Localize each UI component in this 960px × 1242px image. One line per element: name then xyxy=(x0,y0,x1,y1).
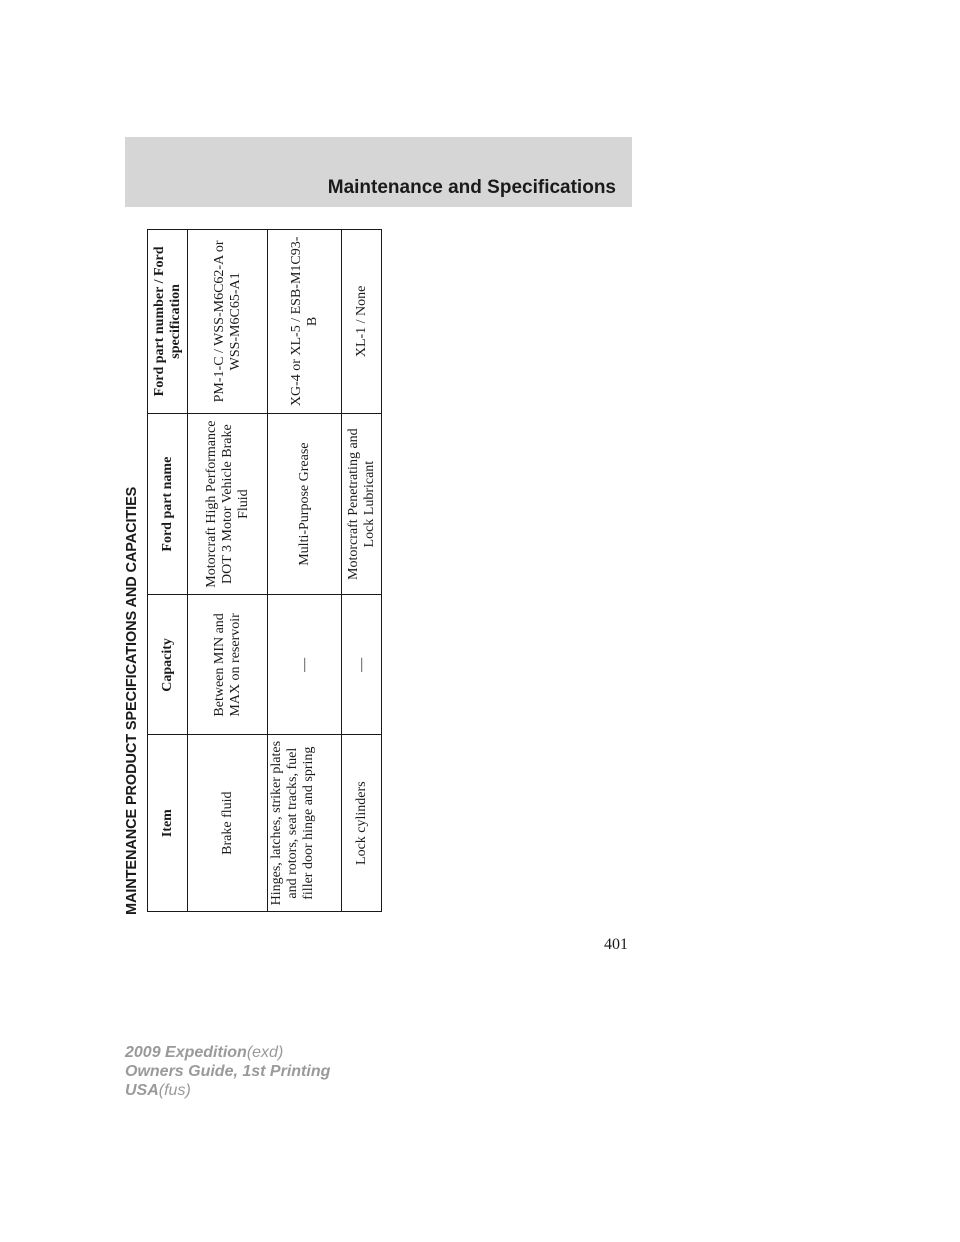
cell-capacity: Between MIN and MAX on reservoir xyxy=(188,595,268,735)
section-title: Maintenance and Specifications xyxy=(327,177,616,198)
header-item: Item xyxy=(148,735,188,912)
footer-model: 2009 Expedition xyxy=(125,1044,247,1061)
cell-capacity: — xyxy=(342,595,382,735)
section-header-band xyxy=(125,137,632,207)
header-part-spec: Ford part number / Ford specification xyxy=(148,230,188,414)
footer-line-3 xyxy=(125,1081,330,1100)
page-number: 401 xyxy=(604,936,628,953)
table-header-row xyxy=(148,230,188,912)
footer-line-2: Owners Guide, 1st Printing xyxy=(125,1063,331,1080)
footer-line-1 xyxy=(125,1043,330,1062)
header-capacity: Capacity xyxy=(148,595,188,735)
cell-capacity: — xyxy=(268,595,342,735)
table-row xyxy=(188,230,268,912)
cell-part-name: Multi-Purpose Grease xyxy=(268,413,342,595)
print-footer xyxy=(125,1043,330,1100)
table-row xyxy=(342,230,382,912)
rotated-spec-block xyxy=(120,215,382,915)
spec-table xyxy=(147,229,382,912)
cell-part-spec: PM-1-C / WSS-M6C62-A or WSS-M6C65-A1 xyxy=(188,230,268,414)
cell-part-name: Motorcraft Penetrating and Lock Lubricant xyxy=(342,413,382,595)
footer-model-code: (exd) xyxy=(246,1044,284,1061)
cell-item: Hinges, latches, striker plates and rotors, seat tracks, fuel filler door hinge and spring xyxy=(268,735,342,912)
spec-table-title: MAINTENANCE PRODUCT SPECIFICATIONS AND CAPACITIES xyxy=(124,486,140,915)
cell-part-name: Motorcraft High Performance DOT 3 Motor Vehicle Brake Fluid xyxy=(188,413,268,595)
footer-market: USA xyxy=(125,1082,159,1099)
cell-item: Lock cylinders xyxy=(342,735,382,912)
header-part-name: Ford part name xyxy=(148,413,188,595)
table-row xyxy=(268,230,342,912)
footer-market-code: (fus) xyxy=(158,1082,191,1099)
cell-part-spec: XG-4 or XL-5 / ESB-M1C93-B xyxy=(268,230,342,414)
cell-part-spec: XL-1 / None xyxy=(342,230,382,414)
cell-item: Brake fluid xyxy=(188,735,268,912)
